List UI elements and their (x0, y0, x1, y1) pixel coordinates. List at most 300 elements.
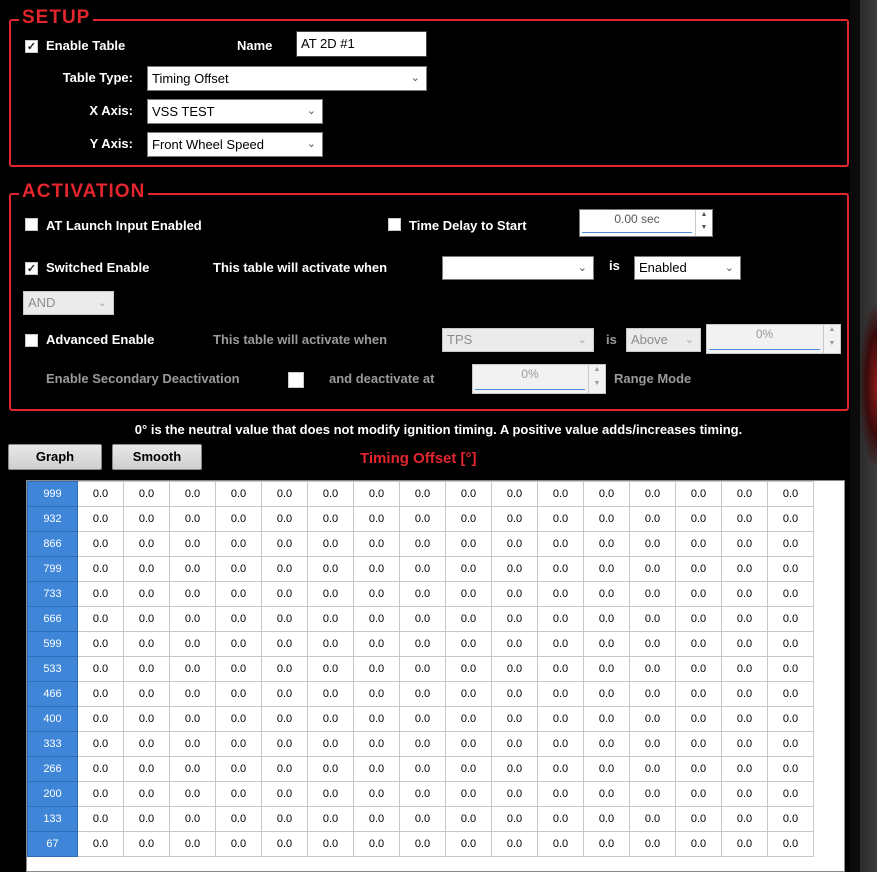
table-cell[interactable]: 0.0 (630, 757, 676, 782)
table-cell[interactable]: 0.0 (170, 657, 216, 682)
table-row (28, 832, 814, 857)
table-cell[interactable]: 0.0 (216, 707, 262, 732)
advanced-is-label: is (606, 332, 617, 347)
table-cell[interactable]: 0.0 (354, 682, 400, 707)
table-cell[interactable]: 0.0 (124, 557, 170, 582)
table-cell[interactable]: 0.0 (124, 507, 170, 532)
switched-input-select[interactable] (442, 256, 594, 280)
table-cell[interactable]: 0.0 (492, 557, 538, 582)
table-cell[interactable]: 0.0 (538, 582, 584, 607)
table-cell[interactable]: 0.0 (124, 732, 170, 757)
table-cell[interactable]: 0.0 (446, 732, 492, 757)
table-cell[interactable]: 0.0 (354, 782, 400, 807)
table-cell[interactable]: 0.0 (78, 582, 124, 607)
table-cell[interactable]: 0.0 (584, 532, 630, 557)
table-cell[interactable]: 0.0 (722, 657, 768, 682)
table-cell[interactable]: 0.0 (170, 557, 216, 582)
table-cell[interactable]: 0.0 (262, 632, 308, 657)
table-cell[interactable]: 0.0 (262, 757, 308, 782)
table-cell[interactable]: 0.0 (170, 532, 216, 557)
table-cell[interactable]: 0.0 (676, 582, 722, 607)
table-cell[interactable]: 0.0 (676, 782, 722, 807)
table-cell[interactable]: 0.0 (354, 632, 400, 657)
table-cell[interactable]: 0.0 (446, 507, 492, 532)
table-cell[interactable]: 0.0 (538, 782, 584, 807)
logic-select[interactable] (23, 291, 114, 315)
table-cell[interactable]: 0.0 (492, 632, 538, 657)
table-cell[interactable]: 0.0 (538, 507, 584, 532)
table-cell[interactable]: 0.0 (78, 507, 124, 532)
table-cell[interactable]: 0.0 (722, 782, 768, 807)
table-cell[interactable]: 0.0 (492, 732, 538, 757)
table-cell[interactable]: 0.0 (492, 807, 538, 832)
y-axis-cell[interactable]: 67 (28, 832, 78, 857)
table-cell[interactable]: 0.0 (538, 532, 584, 557)
x-axis-value: VSS TEST (152, 104, 215, 119)
table-cell[interactable]: 0.0 (492, 507, 538, 532)
table-cell[interactable]: 0.0 (262, 682, 308, 707)
table-cell[interactable]: 0.0 (400, 832, 446, 857)
table-cell[interactable]: 0.0 (216, 482, 262, 507)
table-cell[interactable]: 0.0 (446, 557, 492, 582)
y-axis-cell[interactable]: 999 (28, 482, 78, 507)
table-cell[interactable]: 0.0 (630, 807, 676, 832)
table-cell[interactable]: 0.0 (492, 832, 538, 857)
table-cell[interactable]: 0.0 (538, 732, 584, 757)
table-cell[interactable]: 0.0 (400, 582, 446, 607)
time-delay-checkbox[interactable] (388, 218, 401, 231)
table-cell[interactable]: 0.0 (584, 832, 630, 857)
table-cell[interactable]: 0.0 (78, 832, 124, 857)
table-cell[interactable]: 0.0 (354, 657, 400, 682)
table-cell[interactable]: 0.0 (446, 657, 492, 682)
spin-down-icon[interactable]: ▼ (593, 380, 601, 387)
y-axis-cell[interactable]: 866 (28, 532, 78, 557)
table-cell[interactable]: 0.0 (124, 832, 170, 857)
table-cell[interactable]: 0.0 (216, 732, 262, 757)
table-cell[interactable]: 0.0 (676, 807, 722, 832)
table-cell[interactable]: 0.0 (78, 707, 124, 732)
table-cell[interactable]: 0.0 (124, 682, 170, 707)
table-cell[interactable]: 0.0 (538, 807, 584, 832)
spinner-buttons[interactable] (588, 365, 605, 393)
table-cell[interactable]: 0.0 (630, 832, 676, 857)
table-cell[interactable]: 0.0 (354, 482, 400, 507)
table-cell[interactable]: 0.0 (538, 832, 584, 857)
table-cell[interactable]: 0.0 (400, 532, 446, 557)
table-cell[interactable]: 0.0 (446, 782, 492, 807)
table-cell[interactable]: 0.0 (630, 557, 676, 582)
table-cell[interactable]: 0.0 (354, 732, 400, 757)
y-axis-cell[interactable]: 133 (28, 807, 78, 832)
table-cell[interactable]: 0.0 (262, 607, 308, 632)
table-cell[interactable]: 0.0 (170, 732, 216, 757)
table-cell[interactable]: 0.0 (630, 682, 676, 707)
table-cell[interactable]: 0.0 (584, 782, 630, 807)
advanced-threshold-spinner[interactable] (706, 324, 841, 354)
table-row (28, 507, 814, 532)
switched-state-select[interactable] (634, 256, 741, 280)
table-cell[interactable]: 0.0 (262, 532, 308, 557)
table-cell[interactable]: 0.0 (584, 807, 630, 832)
table-cell[interactable]: 0.0 (78, 482, 124, 507)
table-type-select[interactable] (147, 66, 427, 91)
table-cell[interactable]: 0.0 (722, 682, 768, 707)
table-cell[interactable]: 0.0 (308, 607, 354, 632)
table-cell[interactable]: 0.0 (768, 557, 814, 582)
table-cell[interactable]: 0.0 (308, 782, 354, 807)
spinner-buttons[interactable] (695, 210, 712, 236)
table-cell[interactable]: 0.0 (722, 582, 768, 607)
is-label: is (609, 258, 620, 273)
table-cell[interactable]: 0.0 (124, 532, 170, 557)
table-cell[interactable]: 0.0 (216, 657, 262, 682)
table-cell[interactable]: 0.0 (216, 607, 262, 632)
table-cell[interactable]: 0.0 (722, 707, 768, 732)
table-cell[interactable]: 0.0 (354, 757, 400, 782)
table-cell[interactable]: 0.0 (354, 807, 400, 832)
table-cell[interactable]: 0.0 (124, 757, 170, 782)
table-cell[interactable]: 0.0 (124, 782, 170, 807)
table-cell[interactable]: 0.0 (400, 507, 446, 532)
table-cell[interactable]: 0.0 (78, 732, 124, 757)
table-cell[interactable]: 0.0 (170, 782, 216, 807)
table-cell[interactable]: 0.0 (400, 707, 446, 732)
table-cell[interactable]: 0.0 (676, 482, 722, 507)
table-cell[interactable]: 0.0 (676, 757, 722, 782)
table-cell[interactable]: 0.0 (722, 532, 768, 557)
table-cell[interactable]: 0.0 (492, 682, 538, 707)
table-cell[interactable]: 0.0 (538, 682, 584, 707)
table-cell[interactable]: 0.0 (768, 607, 814, 632)
table-cell[interactable]: 0.0 (630, 782, 676, 807)
table-cell[interactable]: 0.0 (216, 582, 262, 607)
spinner-buttons[interactable] (823, 325, 840, 353)
table-cell[interactable]: 0.0 (446, 482, 492, 507)
table-cell[interactable]: 0.0 (768, 582, 814, 607)
y-axis-cell[interactable]: 733 (28, 582, 78, 607)
table-cell[interactable]: 0.0 (262, 482, 308, 507)
table-cell[interactable]: 0.0 (262, 582, 308, 607)
table-cell[interactable]: 0.0 (216, 632, 262, 657)
table-cell[interactable]: 0.0 (538, 607, 584, 632)
table-cell[interactable]: 0.0 (78, 632, 124, 657)
table-cell[interactable]: 0.0 (308, 582, 354, 607)
table-cell[interactable]: 0.0 (170, 482, 216, 507)
advanced-enable-label: Advanced Enable (46, 332, 155, 347)
table-cell[interactable]: 0.0 (400, 732, 446, 757)
table-cell[interactable]: 0.0 (124, 707, 170, 732)
table-cell[interactable]: 0.0 (308, 632, 354, 657)
table-cell[interactable]: 0.0 (538, 707, 584, 732)
table-cell[interactable]: 0.0 (354, 582, 400, 607)
table-cell[interactable]: 0.0 (124, 582, 170, 607)
table-cell[interactable]: 0.0 (216, 682, 262, 707)
table-cell[interactable]: 0.0 (722, 732, 768, 757)
table-cell[interactable]: 0.0 (308, 757, 354, 782)
table-cell[interactable]: 0.0 (446, 607, 492, 632)
y-axis-cell[interactable]: 400 (28, 707, 78, 732)
spin-up-icon[interactable]: ▲ (700, 211, 708, 218)
x-axis-select[interactable] (147, 99, 323, 124)
table-cell[interactable]: 0.0 (768, 532, 814, 557)
table-cell[interactable]: 0.0 (630, 657, 676, 682)
table-cell[interactable]: 0.0 (170, 607, 216, 632)
y-axis-cell[interactable]: 200 (28, 782, 78, 807)
table-cell[interactable]: 0.0 (262, 657, 308, 682)
table-cell[interactable]: 0.0 (492, 757, 538, 782)
table-cell[interactable]: 0.0 (768, 657, 814, 682)
table-cell[interactable]: 0.0 (308, 482, 354, 507)
y-axis-cell[interactable]: 932 (28, 507, 78, 532)
table-cell[interactable]: 0.0 (584, 682, 630, 707)
table-cell[interactable]: 0.0 (308, 707, 354, 732)
table-row (28, 607, 814, 632)
table-cell[interactable]: 0.0 (78, 657, 124, 682)
table-cell[interactable]: 0.0 (170, 507, 216, 532)
table-cell[interactable]: 0.0 (308, 832, 354, 857)
table-cell[interactable]: 0.0 (630, 607, 676, 632)
y-axis-cell[interactable]: 266 (28, 757, 78, 782)
y-axis-cell[interactable]: 666 (28, 607, 78, 632)
table-cell[interactable]: 0.0 (676, 732, 722, 757)
deactivate-spinner[interactable] (472, 364, 606, 394)
spin-up-icon[interactable]: ▲ (828, 326, 836, 333)
table-cell[interactable]: 0.0 (354, 707, 400, 732)
table-cell[interactable]: 0.0 (124, 807, 170, 832)
table-cell[interactable]: 0.0 (446, 582, 492, 607)
table-cell[interactable]: 0.0 (446, 757, 492, 782)
table-cell[interactable]: 0.0 (768, 782, 814, 807)
table-cell[interactable]: 0.0 (768, 707, 814, 732)
table-cell[interactable]: 0.0 (768, 757, 814, 782)
table-cell[interactable]: 0.0 (124, 607, 170, 632)
advanced-input-select[interactable] (442, 328, 594, 352)
table-cell[interactable]: 0.0 (170, 582, 216, 607)
table-cell[interactable]: 0.0 (584, 632, 630, 657)
y-axis-cell[interactable]: 599 (28, 632, 78, 657)
table-cell[interactable]: 0.0 (400, 682, 446, 707)
at-launch-checkbox[interactable] (25, 218, 38, 231)
table-cell[interactable]: 0.0 (584, 707, 630, 732)
spin-up-icon[interactable]: ▲ (593, 366, 601, 373)
table-cell[interactable]: 0.0 (216, 782, 262, 807)
table-cell[interactable]: 0.0 (78, 782, 124, 807)
y-axis-cell[interactable]: 333 (28, 732, 78, 757)
table-cell[interactable]: 0.0 (262, 732, 308, 757)
table-cell[interactable]: 0.0 (124, 482, 170, 507)
table-cell[interactable]: 0.0 (768, 482, 814, 507)
y-axis-label: Y Axis: (89, 136, 133, 151)
table-cell[interactable]: 0.0 (722, 632, 768, 657)
table-cell[interactable]: 0.0 (630, 632, 676, 657)
table-cell[interactable]: 0.0 (676, 682, 722, 707)
y-axis-cell[interactable]: 466 (28, 682, 78, 707)
table-cell[interactable]: 0.0 (308, 732, 354, 757)
table-cell[interactable]: 0.0 (584, 757, 630, 782)
table-cell[interactable]: 0.0 (400, 482, 446, 507)
graph-button[interactable]: Graph (8, 444, 102, 470)
table-cell[interactable]: 0.0 (124, 632, 170, 657)
table-cell[interactable]: 0.0 (676, 557, 722, 582)
table-cell[interactable]: 0.0 (308, 532, 354, 557)
table-cell[interactable]: 0.0 (78, 557, 124, 582)
spin-down-icon[interactable]: ▼ (700, 224, 708, 231)
table-cell[interactable]: 0.0 (308, 557, 354, 582)
table-cell[interactable]: 0.0 (630, 532, 676, 557)
timing-offset-table (26, 480, 845, 872)
table-cell[interactable]: 0.0 (78, 757, 124, 782)
table-cell[interactable]: 0.0 (170, 757, 216, 782)
table-cell[interactable]: 0.0 (768, 507, 814, 532)
table-cell[interactable]: 0.0 (262, 832, 308, 857)
advanced-enable-checkbox[interactable] (25, 334, 38, 347)
table-cell[interactable]: 0.0 (446, 632, 492, 657)
table-cell[interactable]: 0.0 (354, 507, 400, 532)
table-cell[interactable]: 0.0 (170, 832, 216, 857)
table-cell[interactable]: 0.0 (216, 532, 262, 557)
switched-enable-checkbox[interactable] (25, 262, 38, 275)
table-cell[interactable]: 0.0 (216, 507, 262, 532)
table-cell[interactable]: 0.0 (630, 582, 676, 607)
table-cell[interactable]: 0.0 (630, 507, 676, 532)
table-cell[interactable]: 0.0 (170, 682, 216, 707)
table-cell[interactable]: 0.0 (492, 707, 538, 732)
table-cell[interactable]: 0.0 (722, 832, 768, 857)
table-cell[interactable]: 0.0 (630, 707, 676, 732)
table-cell[interactable]: 0.0 (722, 557, 768, 582)
y-axis-cell[interactable]: 799 (28, 557, 78, 582)
table-cell[interactable]: 0.0 (492, 532, 538, 557)
table-cell[interactable]: 0.0 (400, 757, 446, 782)
table-cell[interactable]: 0.0 (78, 682, 124, 707)
table-cell[interactable]: 0.0 (722, 807, 768, 832)
spinner-underline (709, 349, 820, 350)
table-cell[interactable]: 0.0 (216, 557, 262, 582)
table-cell[interactable]: 0.0 (722, 507, 768, 532)
table-cell[interactable]: 0.0 (308, 807, 354, 832)
table-cell[interactable]: 0.0 (354, 607, 400, 632)
table-cell[interactable]: 0.0 (584, 732, 630, 757)
table-cell[interactable]: 0.0 (676, 632, 722, 657)
table-cell[interactable]: 0.0 (354, 532, 400, 557)
table-cell[interactable]: 0.0 (768, 682, 814, 707)
table-cell[interactable]: 0.0 (262, 707, 308, 732)
table-cell[interactable]: 0.0 (400, 807, 446, 832)
table-cell[interactable]: 0.0 (768, 732, 814, 757)
range-mode-label: Range Mode (614, 371, 692, 386)
table-cell[interactable]: 0.0 (262, 557, 308, 582)
table-cell[interactable]: 0.0 (676, 657, 722, 682)
table-cell[interactable]: 0.0 (722, 482, 768, 507)
chevron-down-icon: ⌄ (306, 105, 316, 117)
table-cell[interactable]: 0.0 (492, 582, 538, 607)
table-cell[interactable]: 0.0 (400, 557, 446, 582)
table-cell[interactable]: 0.0 (538, 557, 584, 582)
table-cell[interactable]: 0.0 (676, 832, 722, 857)
name-input[interactable]: AT 2D #1 (296, 31, 427, 57)
table-cell[interactable]: 0.0 (124, 657, 170, 682)
table-cell[interactable]: 0.0 (308, 682, 354, 707)
table-cell[interactable]: 0.0 (446, 532, 492, 557)
table-cell[interactable]: 0.0 (584, 657, 630, 682)
y-axis-cell[interactable]: 533 (28, 657, 78, 682)
table-cell[interactable]: 0.0 (630, 482, 676, 507)
table-cell[interactable]: 0.0 (308, 657, 354, 682)
table-cell[interactable]: 0.0 (78, 532, 124, 557)
secondary-deactivation-checkbox[interactable] (288, 372, 304, 388)
table-cell[interactable]: 0.0 (676, 707, 722, 732)
table-cell[interactable]: 0.0 (170, 807, 216, 832)
table-cell[interactable]: 0.0 (584, 557, 630, 582)
table-cell[interactable]: 0.0 (768, 832, 814, 857)
table-cell[interactable]: 0.0 (722, 607, 768, 632)
table-cell[interactable]: 0.0 (538, 657, 584, 682)
table-cell[interactable]: 0.0 (78, 607, 124, 632)
table-cell[interactable]: 0.0 (676, 607, 722, 632)
at-launch-label: AT Launch Input Enabled (46, 218, 202, 233)
smooth-button[interactable]: Smooth (112, 444, 202, 470)
table-cell[interactable]: 0.0 (446, 832, 492, 857)
table-cell[interactable]: 0.0 (538, 757, 584, 782)
table-title: Timing Offset [°] (360, 450, 477, 467)
table-cell[interactable]: 0.0 (216, 832, 262, 857)
table-cell[interactable]: 0.0 (584, 607, 630, 632)
table-cell[interactable]: 0.0 (354, 557, 400, 582)
enable-table-checkbox[interactable] (25, 40, 38, 53)
table-cell[interactable]: 0.0 (262, 807, 308, 832)
table-cell[interactable]: 0.0 (170, 632, 216, 657)
table-cell[interactable]: 0.0 (492, 607, 538, 632)
table-cell[interactable]: 0.0 (262, 507, 308, 532)
table-cell[interactable]: 0.0 (722, 757, 768, 782)
table-cell[interactable]: 0.0 (262, 782, 308, 807)
y-axis-select[interactable] (147, 132, 323, 157)
table-cell[interactable]: 0.0 (676, 507, 722, 532)
table-cell[interactable]: 0.0 (400, 782, 446, 807)
table-cell[interactable]: 0.0 (492, 782, 538, 807)
table-cell[interactable]: 0.0 (538, 482, 584, 507)
table-cell[interactable]: 0.0 (584, 482, 630, 507)
table-cell[interactable]: 0.0 (676, 532, 722, 557)
advanced-condition-select[interactable] (626, 328, 701, 352)
time-delay-spinner[interactable] (579, 209, 713, 237)
table-cell[interactable]: 0.0 (584, 582, 630, 607)
table-cell[interactable]: 0.0 (170, 707, 216, 732)
table-cell[interactable]: 0.0 (400, 632, 446, 657)
table-cell[interactable]: 0.0 (492, 657, 538, 682)
chevron-down-icon: ⌄ (577, 334, 587, 346)
table-cell[interactable]: 0.0 (78, 807, 124, 832)
table-cell[interactable]: 0.0 (768, 807, 814, 832)
spinner-underline (475, 389, 585, 390)
table-cell[interactable]: 0.0 (400, 607, 446, 632)
table-cell[interactable]: 0.0 (446, 707, 492, 732)
table-cell[interactable]: 0.0 (446, 807, 492, 832)
table-cell[interactable]: 0.0 (630, 732, 676, 757)
table-cell[interactable]: 0.0 (354, 832, 400, 857)
table-cell[interactable]: 0.0 (768, 632, 814, 657)
table-cell[interactable]: 0.0 (216, 757, 262, 782)
table-cell[interactable]: 0.0 (538, 632, 584, 657)
table-cell[interactable]: 0.0 (308, 507, 354, 532)
table-cell[interactable]: 0.0 (400, 657, 446, 682)
spin-down-icon[interactable]: ▼ (828, 340, 836, 347)
table-cell[interactable]: 0.0 (584, 507, 630, 532)
table-cell[interactable]: 0.0 (216, 807, 262, 832)
table-cell[interactable]: 0.0 (446, 682, 492, 707)
table-cell[interactable]: 0.0 (492, 482, 538, 507)
